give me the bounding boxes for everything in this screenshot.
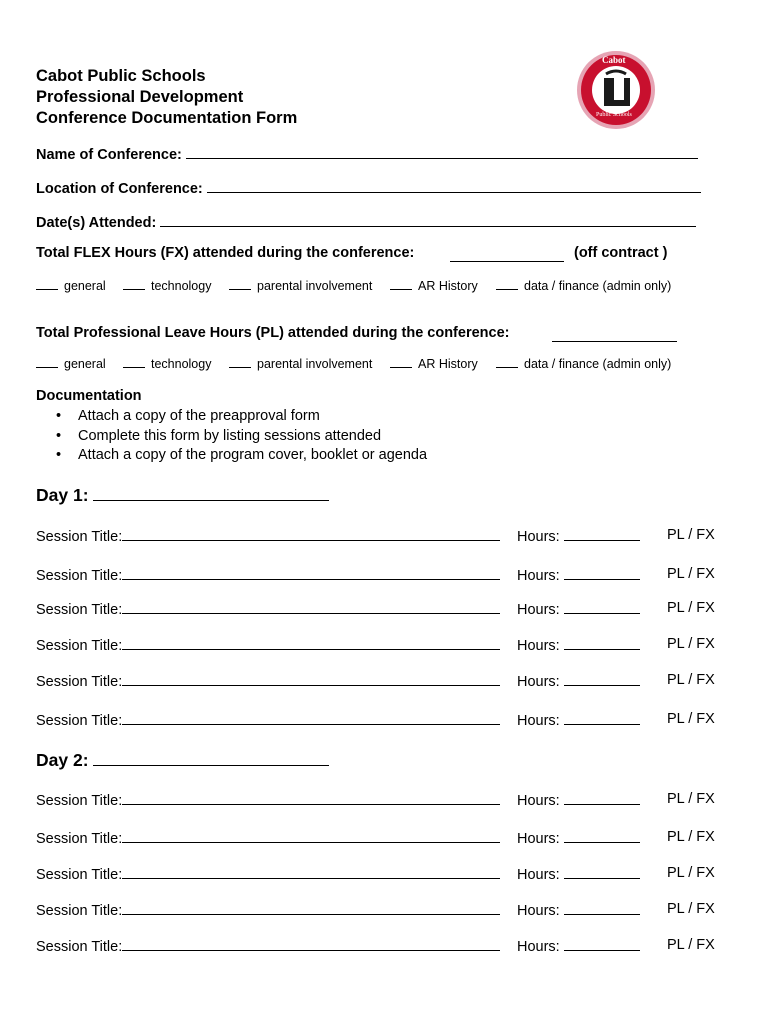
documentation-list [58, 407, 427, 466]
pl-category-ar-history[interactable]: AR History [390, 357, 478, 371]
session-title-field[interactable] [122, 527, 500, 541]
session-hours-field[interactable] [564, 600, 640, 614]
session-title-field[interactable] [122, 791, 500, 805]
list-item: • Attach a copy of the program cover, booklet or agenda [58, 446, 427, 466]
dates-label: Date(s) Attended: [36, 215, 157, 231]
session-row [36, 937, 736, 955]
session-title-label: Session Title: [36, 831, 123, 847]
session-title-label: Session Title: [36, 903, 123, 919]
session-title-label: Session Title: [36, 867, 123, 883]
session-hours-label: Hours: [517, 602, 560, 618]
session-title-label: Session Title: [36, 674, 123, 690]
session-hours-label: Hours: [517, 674, 560, 690]
session-type-label[interactable]: PL / FX [667, 865, 715, 881]
session-title-label: Session Title: [36, 568, 123, 584]
day-2-date-field[interactable] [93, 750, 329, 766]
flex-hours-label: Total FLEX Hours (FX) attended during the conference: [36, 245, 415, 261]
session-row [36, 636, 736, 654]
conference-name-label: Name of Conference: [36, 147, 182, 163]
flex-category-data-finance[interactable]: data / finance (admin only) [496, 279, 671, 293]
session-hours-label: Hours: [517, 903, 560, 919]
session-row [36, 829, 736, 847]
session-hours-label: Hours: [517, 939, 560, 955]
conference-name-row [36, 144, 698, 163]
logo-text-top: Cabot [602, 55, 626, 65]
session-title-field[interactable] [122, 672, 500, 686]
documentation-heading: Documentation [36, 388, 142, 404]
session-title-field[interactable] [122, 865, 500, 879]
session-hours-field[interactable] [564, 937, 640, 951]
list-item: • Complete this form by listing sessions attended [58, 427, 427, 447]
session-type-label[interactable]: PL / FX [667, 791, 715, 807]
location-row [36, 178, 701, 197]
session-type-label[interactable]: PL / FX [667, 829, 715, 845]
location-field[interactable] [207, 178, 701, 193]
session-title-label: Session Title: [36, 638, 123, 654]
pl-category-data-finance[interactable]: data / finance (admin only) [496, 357, 671, 371]
session-title-label: Session Title: [36, 602, 123, 618]
session-title-label: Session Title: [36, 713, 123, 729]
session-title-label: Session Title: [36, 939, 123, 955]
location-label: Location of Conference: [36, 181, 203, 197]
session-row [36, 865, 736, 883]
flex-category-general[interactable]: general [36, 279, 106, 293]
flex-hours-field[interactable] [450, 247, 564, 262]
form-title [36, 66, 297, 129]
pl-category-technology[interactable]: technology [123, 357, 211, 371]
session-hours-field[interactable] [564, 672, 640, 686]
session-title-field[interactable] [122, 636, 500, 650]
session-type-label[interactable]: PL / FX [667, 566, 715, 582]
session-hours-label: Hours: [517, 568, 560, 584]
session-hours-label: Hours: [517, 529, 560, 545]
conference-name-field[interactable] [186, 144, 698, 159]
session-type-label[interactable]: PL / FX [667, 901, 715, 917]
session-row [36, 791, 736, 809]
session-row [36, 672, 736, 690]
pl-hours-label: Total Professional Leave Hours (PL) attended during the conference: [36, 325, 510, 341]
session-hours-field[interactable] [564, 527, 640, 541]
session-type-label[interactable]: PL / FX [667, 636, 715, 652]
session-title-field[interactable] [122, 901, 500, 915]
dates-field[interactable] [160, 212, 696, 227]
session-title-label: Session Title: [36, 793, 123, 809]
logo-text-bottom: Public Schools [596, 112, 632, 118]
pl-category-parental[interactable]: parental involvement [229, 357, 372, 371]
pl-category-general[interactable]: general [36, 357, 106, 371]
dates-row [36, 212, 696, 231]
session-type-label[interactable]: PL / FX [667, 937, 715, 953]
session-hours-label: Hours: [517, 713, 560, 729]
day-1-label: Day 1: [36, 485, 89, 505]
session-title-field[interactable] [122, 711, 500, 725]
day-2-label: Day 2: [36, 750, 89, 770]
session-hours-field[interactable] [564, 566, 640, 580]
session-hours-label: Hours: [517, 831, 560, 847]
day-1-heading [36, 485, 329, 506]
session-type-label[interactable]: PL / FX [667, 672, 715, 688]
flex-category-technology[interactable]: technology [123, 279, 211, 293]
session-row [36, 901, 736, 919]
session-title-field[interactable] [122, 600, 500, 614]
school-name: Cabot Public Schools [36, 67, 206, 85]
session-type-label[interactable]: PL / FX [667, 527, 715, 543]
session-hours-field[interactable] [564, 791, 640, 805]
session-title-field[interactable] [122, 937, 500, 951]
flex-hours-suffix: (off contract ) [574, 245, 668, 261]
list-item: • Attach a copy of the preapproval form [58, 407, 427, 427]
session-type-label[interactable]: PL / FX [667, 711, 715, 727]
session-row [36, 600, 736, 618]
session-hours-field[interactable] [564, 711, 640, 725]
session-title-field[interactable] [122, 829, 500, 843]
session-row [36, 566, 736, 584]
session-title-label: Session Title: [36, 529, 123, 545]
session-hours-field[interactable] [564, 636, 640, 650]
day-1-date-field[interactable] [93, 485, 329, 501]
session-hours-label: Hours: [517, 867, 560, 883]
flex-category-ar-history[interactable]: AR History [390, 279, 478, 293]
session-hours-field[interactable] [564, 865, 640, 879]
session-title-field[interactable] [122, 566, 500, 580]
session-hours-field[interactable] [564, 901, 640, 915]
session-hours-label: Hours: [517, 793, 560, 809]
session-type-label[interactable]: PL / FX [667, 600, 715, 616]
session-hours-label: Hours: [517, 638, 560, 654]
department-name: Professional Development [36, 88, 244, 106]
day-2-heading [36, 750, 329, 771]
flex-category-parental[interactable]: parental involvement [229, 279, 372, 293]
form-name: Conference Documentation Form [36, 109, 298, 127]
session-hours-field[interactable] [564, 829, 640, 843]
pl-hours-field[interactable] [552, 327, 677, 342]
session-row [36, 527, 736, 545]
session-row [36, 711, 736, 729]
